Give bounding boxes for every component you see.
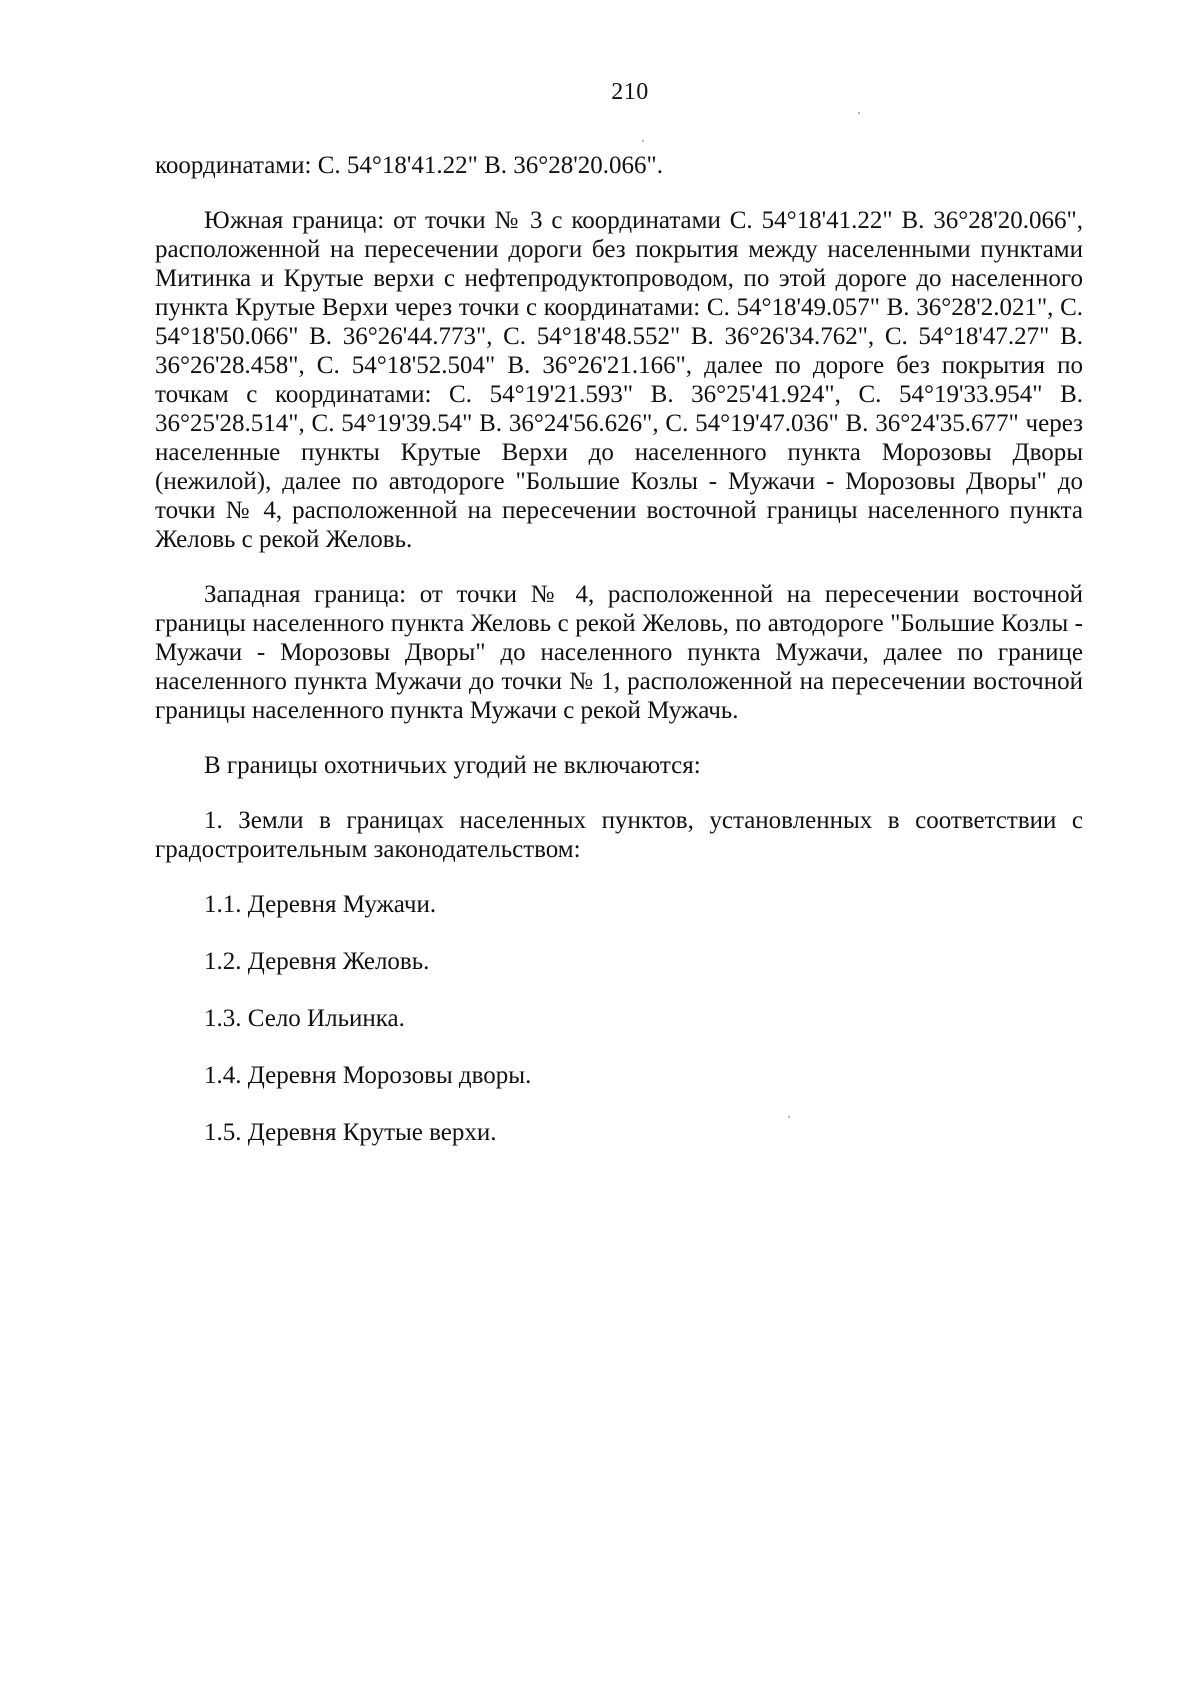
settlement-lands-paragraph: 1. Земли в границах населенных пунктов, установленных в соответствии с градостроительным законодательством: bbox=[155, 807, 1083, 863]
list-item: 1.1. Деревня Мужачи. bbox=[204, 891, 437, 918]
document-body bbox=[155, 151, 1083, 1147]
settlement-list bbox=[155, 890, 1083, 1147]
list-item: 1.2. Деревня Желовь. bbox=[204, 948, 430, 975]
continuation-paragraph: координатами: С. 54°18'41.22" В. 36°28'20.066". bbox=[155, 152, 663, 179]
list-item: 1.3. Село Ильинка. bbox=[204, 1005, 405, 1032]
exclusions-intro-paragraph: В границы охотничьих угодий не включаются: bbox=[204, 752, 701, 779]
scan-speck bbox=[642, 140, 644, 142]
west-border-paragraph: Западная граница: от точки № 4, расположенной на пересечении восточной границы населенного пункта Желовь с рекой Желовь, по автодороге "Большие Козлы - Мужачи - Морозовы Дворы" до населенного пункта Мужачи, далее по границе населенного пункта Мужачи до точки № 1, расположенной на пересечении восточной границы населенного пункта Мужачи с рекой Мужачь. bbox=[155, 581, 1083, 724]
south-border-paragraph: Южная граница: от точки № 3 с координатами С. 54°18'41.22" В. 36°28'20.066", расположенной на пересечении дороги без покрытия между населенными пунктами Митинка и Крутые верхи с нефтепродуктопроводом, по этой дороге до населенного пункта Крутые Верхи через точки с координатами: С. 54°18'49.057" В. 36°28'2.021", С. 54°18'50.066" В. 36°26'44.773", С. 54°18'48.552" В. 36°26'34.762", С. 54°18'47.27" В. 36°26'28.458", С. 54°18'52.504" В. 36°26'21.166", далее по дороге без покрытия по точкам с координатами: С. 54°19'21.593" В. 36°25'41.924", С. 54°19'33.954" В. 36°25'28.514", С. 54°19'39.54" В. 36°24'56.626", С. 54°19'47.036" В. 36°24'35.677" через населенные пункты Крутые Верхи до населенного пункта Морозовы Дворы (нежилой), далее по автодороге "Большие Козлы - Мужачи - Морозовы Дворы" до точки № 4, расположенной на пересечении восточной границы населенного пункта Желовь с рекой Желовь. bbox=[155, 207, 1083, 553]
scan-speck bbox=[858, 112, 860, 114]
scan-speck bbox=[788, 1116, 790, 1118]
page-number: 210 bbox=[611, 79, 649, 105]
list-item: 1.4. Деревня Морозовы дворы. bbox=[204, 1062, 532, 1089]
list-item: 1.5. Деревня Крутые верхи. bbox=[204, 1119, 497, 1146]
